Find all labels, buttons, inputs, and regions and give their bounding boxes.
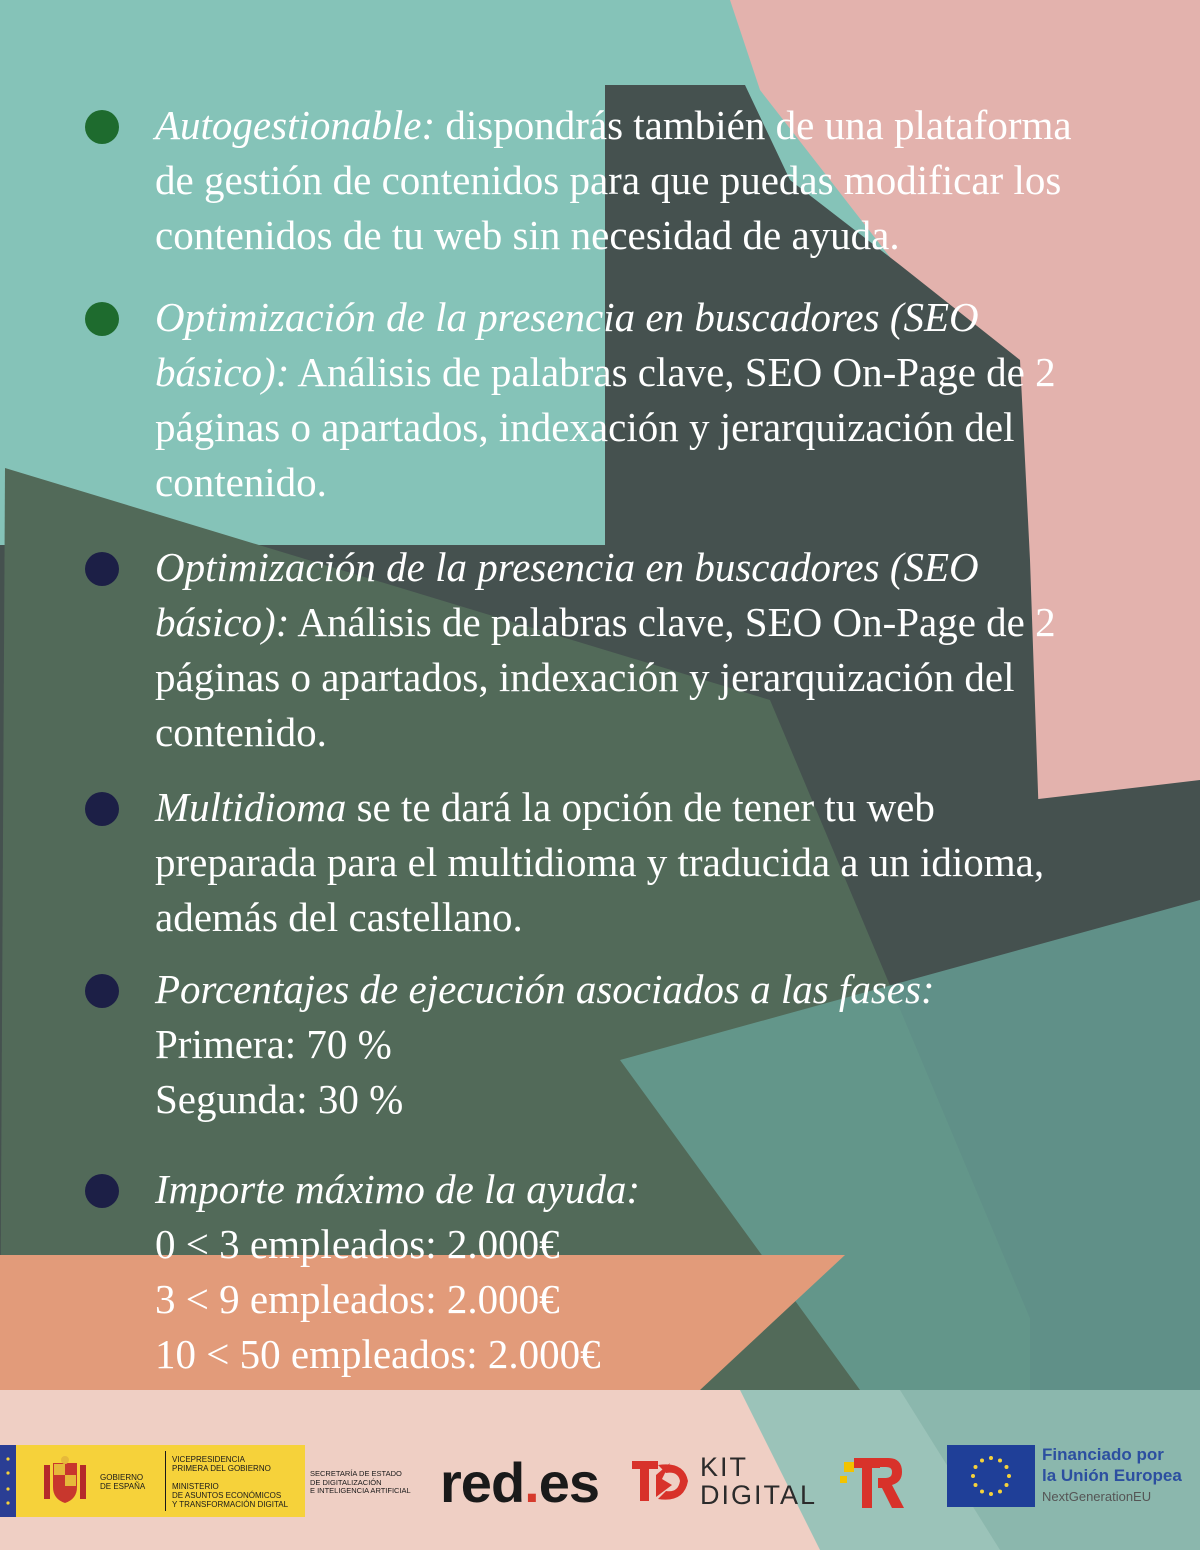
logo-text: DE ESPAÑA [100, 1482, 146, 1491]
item-text: preparada para el multidioma y traducida a un idioma, [155, 839, 1045, 885]
logo-text: VICEPRESIDENCIA [172, 1455, 245, 1464]
item-text: se te dará la opción de tener tu web [346, 784, 935, 830]
item-text: 3 < 9 empleados: 2.000€ [155, 1276, 560, 1322]
item-text: Segunda: 30 % [155, 1076, 404, 1122]
item-text: contenidos de tu web sin necesidad de ayuda. [155, 212, 900, 258]
item-text: Primera: 70 % [155, 1021, 392, 1067]
item-heading: Multidioma [155, 784, 347, 830]
logo-text: SECRETARÍA DE ESTADO [310, 1469, 402, 1478]
logo-text: Y TRANSFORMACIÓN DIGITAL [172, 1500, 289, 1509]
bullet-icon [85, 792, 119, 826]
item-heading: Optimización de la presencia en buscadores (SEO [155, 544, 979, 590]
bullet-icon [85, 1174, 119, 1208]
logo-text: es [538, 1451, 600, 1514]
item-text: páginas o apartados, indexación y jerarquización del [155, 654, 1015, 700]
item-heading: Autogestionable: [155, 102, 436, 148]
item-heading: básico): [155, 599, 290, 645]
item-heading: básico): [155, 349, 290, 395]
logo-text: DE DIGITALIZACIÓN [310, 1477, 382, 1487]
bullet-icon [85, 974, 119, 1008]
item-text: 10 < 50 empleados: 2.000€ [155, 1331, 601, 1377]
item-text: Análisis de palabras clave, SEO On-Page de 2 [289, 349, 1056, 395]
item-text: contenido. [155, 459, 327, 505]
item-text: Análisis de palabras clave, SEO On-Page de 2 [289, 599, 1056, 645]
eu-flag-icon [947, 1445, 1035, 1507]
secretaria-logo [310, 1470, 420, 1496]
logo-text: la Unión Europea [1042, 1466, 1182, 1485]
list-item-porcentajes [155, 962, 1195, 1127]
logo-text: . [524, 1451, 539, 1514]
kit-digital-mark-icon [628, 1455, 694, 1507]
logo-text [172, 1473, 288, 1482]
item-heading: Optimización de la presencia en buscadores (SEO [155, 294, 979, 340]
eu-funding-text [1042, 1444, 1182, 1504]
logo-text: E INTELIGENCIA ARTIFICIAL [310, 1486, 411, 1495]
item-text: además del castellano. [155, 894, 523, 940]
logo-text: KIT [700, 1452, 749, 1482]
list-item-seo-2 [155, 540, 1195, 760]
item-text: 0 < 3 empleados: 2.000€ [155, 1221, 560, 1267]
logo-text: PRIMERA DEL GOBIERNO [172, 1464, 271, 1473]
item-text: páginas o apartados, indexación y jerarquización del [155, 404, 1015, 450]
item-text: contenido. [155, 709, 327, 755]
bullet-icon [85, 552, 119, 586]
bullet-icon [85, 302, 119, 336]
logo-text: MINISTERIO [172, 1482, 219, 1491]
item-heading: Porcentajes de ejecución asociados a las fases: [155, 966, 935, 1012]
gobierno-logo [0, 1445, 305, 1517]
redes-logo [440, 1450, 599, 1515]
item-heading: Importe máximo de la ayuda: [155, 1166, 641, 1212]
logo-text: DIGITAL [700, 1480, 818, 1510]
plan-recuperacion-logo-icon [840, 1452, 906, 1508]
list-item-importe [155, 1162, 1195, 1382]
list-item-autogestionable [155, 98, 1195, 263]
item-text: dispondrás también de una plataforma [435, 102, 1072, 148]
list-item-seo-1 [155, 290, 1195, 510]
bullet-icon [85, 110, 119, 144]
kit-digital-logo [700, 1453, 817, 1509]
list-item-multidioma [155, 780, 1195, 945]
logo-text: Financiado por [1042, 1445, 1164, 1464]
logo-text: DE ASUNTOS ECONÓMICOS [172, 1491, 282, 1500]
logo-text: red [440, 1451, 525, 1514]
item-text: de gestión de contenidos para que puedas modificar los [155, 157, 1062, 203]
logo-text: NextGenerationEU [1042, 1489, 1152, 1504]
coat-of-arms-icon [40, 1455, 90, 1509]
eu-stars-strip [0, 1445, 16, 1517]
logo-text: GOBIERNO [100, 1473, 144, 1482]
